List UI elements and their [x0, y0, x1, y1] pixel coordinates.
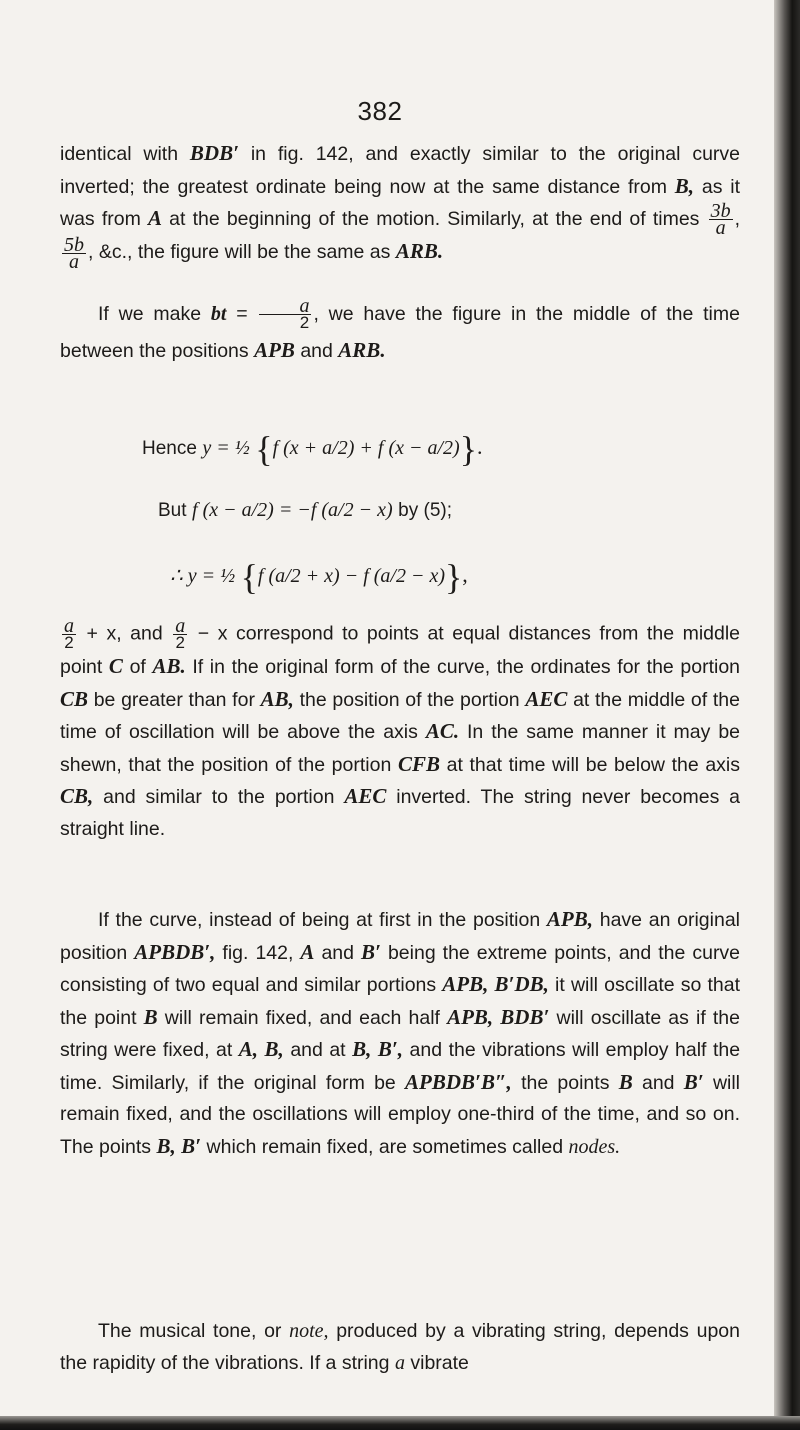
- page-number: 382: [357, 96, 403, 126]
- paragraph-1: identical with BDB′ in fig. 142, and exactly similar to the original curve inverted; the greatest ordinate being now at the same distance from B, as it was from A at the beginning of the motion. Similarly, at the end of times $\frac{3b}{a}$ , $\frac{5b}{a}$ , &c., the figure will be the same as ARB.: [60, 141, 741, 273]
- page-binding-edge: [774, 0, 800, 1430]
- fraction: $\frac{3b}{a}$: [710, 200, 731, 240]
- paragraph-2: If we make bt = $\frac{a}{2}$ , we have the figure in the middle of the time between the positions APB and ARB.: [60, 295, 740, 362]
- equation-therefore: ∴ y = ½ {f (a/2 + x) − f (a/2 − x)},: [170, 557, 468, 597]
- fraction: $\frac{a}{2}$: [259, 298, 311, 331]
- paragraph-3: $\frac{a}{2}$ + x, and $\frac{a}{2}$ − x correspond to points at equal distances from the middle point C of AB. If in the original form of the curve, the ordinates for the portion CB be greater than for AB, the position of the portion AEC at the middle of the time of oscillation will be above the axis AC. In the same manner it may be shewn, that the position of the portion CFB at that time will be below the axis CB, and similar to the portion AEC inverted. The string never becomes a straight line.: [60, 615, 741, 840]
- paragraph-5: The musical tone, or note, produced by a vibrating string, depends upon the rapidity of the vibrations. If a string a vibrate: [60, 1320, 740, 1374]
- equation-hence: Hence y = ½ {f (x + a/2) + f (x − a/2)}.: [142, 429, 483, 469]
- figure-ref: BDB′: [189, 141, 239, 165]
- fraction: $\frac{5b}{a}$: [64, 233, 84, 273]
- equation-but: But f (x − a/2) = −f (a/2 − x) by (5);: [158, 499, 452, 521]
- fraction: $\frac{a}{2}$: [175, 615, 186, 652]
- fraction: $\frac{a}{2}$: [64, 615, 74, 652]
- page-bottom-edge: [0, 1416, 800, 1430]
- paragraph-4: If the curve, instead of being at first in the position APB, have an original position APBDB′, fig. 142, A and B′ being the extreme points, and the curve consisting of two equal and similar portions APB, B′DB, it will oscillate so that the point B will remain fixed, and each half APB, BDB′ will oscillate as if the string were fixed, at A, B, and at B, B′, and the vibrations will employ half the time. Similarly, if the original form be APBDB′B″, the points B and B′ will remain fixed, and the oscillations will employ one-third of the time, and so on. The points B, B′ which remain fixed, are sometimes called nodes.: [60, 907, 741, 1158]
